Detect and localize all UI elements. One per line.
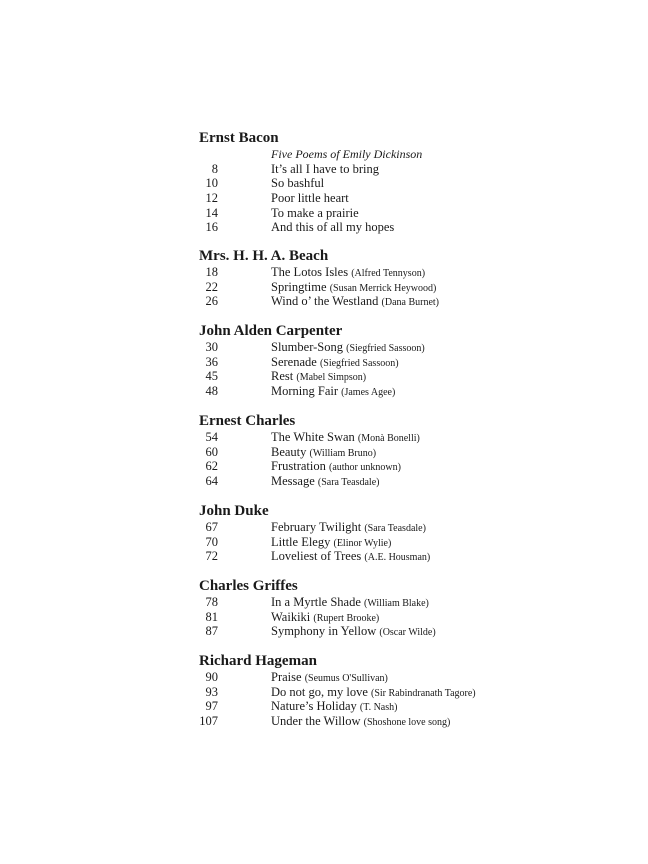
song-entry xyxy=(199,340,559,355)
song-entry xyxy=(199,384,559,399)
subtitle-row xyxy=(199,147,559,162)
poet-name: (T. Nash) xyxy=(359,702,398,714)
page-number: 67 xyxy=(205,520,218,534)
page-number: 45 xyxy=(205,369,218,384)
page-number: 18 xyxy=(205,265,218,279)
poet-name: (Dana Burnet) xyxy=(381,297,439,309)
song-entry xyxy=(199,369,559,384)
poet-name: (Seumus O'Sullivan) xyxy=(304,673,388,684)
song-entry xyxy=(199,162,559,177)
poet-name: (Oscar Wilde) xyxy=(379,627,436,639)
song-entry xyxy=(199,670,559,685)
song-entry xyxy=(199,685,559,700)
composer-name: Ernest Charles xyxy=(199,413,296,429)
composer-name: Charles Griffes xyxy=(199,578,298,594)
poet-name: (James Agee) xyxy=(341,387,396,399)
song-entry xyxy=(199,699,559,714)
song-entry xyxy=(199,445,559,460)
song-entry xyxy=(199,549,559,564)
song-title: Praise xyxy=(271,670,302,684)
composer-section xyxy=(199,503,559,564)
song-entry xyxy=(199,430,559,445)
page-number: 70 xyxy=(205,534,218,549)
poet-name: (Alfred Tennyson) xyxy=(351,268,426,279)
page-number: 22 xyxy=(205,279,218,294)
song-title-wrap xyxy=(271,384,395,401)
poet-name: (Monà Bonelli) xyxy=(357,433,420,444)
song-title: In a Myrtle Shade xyxy=(271,595,361,609)
poet-name: (Susan Merrick Heywood) xyxy=(329,282,437,294)
page-number: 36 xyxy=(205,354,218,369)
poet-name: (Siegfried Sassoon) xyxy=(346,343,425,354)
page-number: 14 xyxy=(205,205,218,220)
song-title: Beauty xyxy=(271,444,307,459)
poet-name: (Mabel Simpson) xyxy=(296,372,367,384)
poet-name: (Sara Teasdale) xyxy=(317,477,380,489)
composer-section xyxy=(199,323,559,399)
song-title-wrap xyxy=(271,714,450,731)
page-number: 93 xyxy=(205,684,218,699)
song-title: Message xyxy=(271,474,315,489)
page-number: 54 xyxy=(205,430,218,444)
song-title: The White Swan xyxy=(271,430,355,444)
song-title-wrap xyxy=(271,220,394,235)
song-entry xyxy=(199,294,559,309)
poet-name: (author unknown) xyxy=(328,462,401,474)
song-title: The Lotos Isles xyxy=(271,265,349,279)
song-title: Symphony in Yellow xyxy=(271,624,377,639)
poet-name: (A.E. Housman) xyxy=(364,552,431,564)
song-title: February Twilight xyxy=(271,520,362,534)
page-number: 26 xyxy=(205,294,218,309)
page-number: 62 xyxy=(205,459,218,474)
composer-section xyxy=(199,248,559,309)
song-entry xyxy=(199,459,559,474)
song-entry xyxy=(199,220,559,235)
song-title: Little Elegy xyxy=(271,534,331,549)
collection-subtitle: Five Poems of Emily Dickinson xyxy=(271,147,423,161)
composer-section xyxy=(199,413,559,489)
page-number: 78 xyxy=(205,595,218,609)
song-title-wrap xyxy=(271,162,379,177)
song-title: Waikiki xyxy=(271,609,311,624)
song-title: Morning Fair xyxy=(271,384,339,399)
song-title: It’s all I have to bring xyxy=(271,161,379,176)
song-title-wrap xyxy=(271,624,436,641)
song-title: Serenade xyxy=(271,354,317,369)
poet-name: (William Blake) xyxy=(364,598,429,609)
page-number: 16 xyxy=(205,220,218,235)
song-title: Loveliest of Trees xyxy=(271,549,362,564)
composer-name: Mrs. H. H. A. Beach xyxy=(199,248,329,264)
song-title: Slumber-Song xyxy=(271,340,343,354)
song-entry xyxy=(199,610,559,625)
song-entry xyxy=(199,206,559,221)
page-number: 64 xyxy=(205,474,218,489)
page-number: 72 xyxy=(205,549,218,564)
song-title-wrap xyxy=(271,549,430,566)
page-number: 81 xyxy=(205,609,218,624)
composer-name: John Alden Carpenter xyxy=(199,323,343,339)
song-title: And this of all my hopes xyxy=(271,220,395,235)
song-title-wrap xyxy=(271,294,439,311)
page-number: 48 xyxy=(205,384,218,399)
song-entry xyxy=(199,520,559,535)
song-title-wrap xyxy=(271,206,359,221)
page-number: 87 xyxy=(205,624,218,639)
song-entry xyxy=(199,595,559,610)
song-entry xyxy=(199,191,559,206)
page-number: 107 xyxy=(199,714,218,729)
song-title: Frustration xyxy=(271,459,326,474)
song-entry xyxy=(199,535,559,550)
poet-name: (William Bruno) xyxy=(309,447,377,459)
song-entry xyxy=(199,265,559,280)
song-entry xyxy=(199,280,559,295)
page-number: 90 xyxy=(205,670,218,684)
page-number: 10 xyxy=(205,176,218,191)
song-title: To make a prairie xyxy=(271,205,359,220)
song-entry xyxy=(199,714,559,729)
composer-name: John Duke xyxy=(199,503,269,519)
composer-name: Ernst Bacon xyxy=(199,130,279,146)
composer-section xyxy=(199,130,559,235)
song-title-wrap xyxy=(271,191,349,206)
poet-name: (Rupert Brooke) xyxy=(313,612,380,624)
song-entry xyxy=(199,474,559,489)
page-number: 8 xyxy=(211,161,218,176)
song-title: Rest xyxy=(271,369,294,384)
song-title: Nature’s Holiday xyxy=(271,699,357,714)
song-title-wrap xyxy=(271,176,324,191)
song-entry xyxy=(199,624,559,639)
page-number: 97 xyxy=(205,699,218,714)
page-number: 12 xyxy=(205,191,218,206)
poet-name: (Shoshone love song) xyxy=(363,717,451,729)
song-title: Springtime xyxy=(271,279,327,294)
song-title: Under the Willow xyxy=(271,714,361,729)
poet-name: (Sara Teasdale) xyxy=(364,523,426,534)
song-title: So bashful xyxy=(271,176,325,191)
composer-name: Richard Hageman xyxy=(199,653,317,669)
song-title: Do not go, my love xyxy=(271,684,368,699)
composer-section xyxy=(199,653,559,729)
page-number: 30 xyxy=(205,340,218,354)
song-title: Poor little heart xyxy=(271,191,349,206)
song-title-wrap xyxy=(271,474,379,491)
song-entry xyxy=(199,355,559,370)
poet-name: (Sir Rabindranath Tagore) xyxy=(371,687,476,699)
page-number: 60 xyxy=(205,444,218,459)
poet-name: (Elinor Wylie) xyxy=(333,537,392,549)
song-title: Wind o’ the Westland xyxy=(271,294,379,309)
song-entry xyxy=(199,176,559,191)
poet-name: (Siegfried Sassoon) xyxy=(319,357,399,369)
composer-section xyxy=(199,578,559,639)
